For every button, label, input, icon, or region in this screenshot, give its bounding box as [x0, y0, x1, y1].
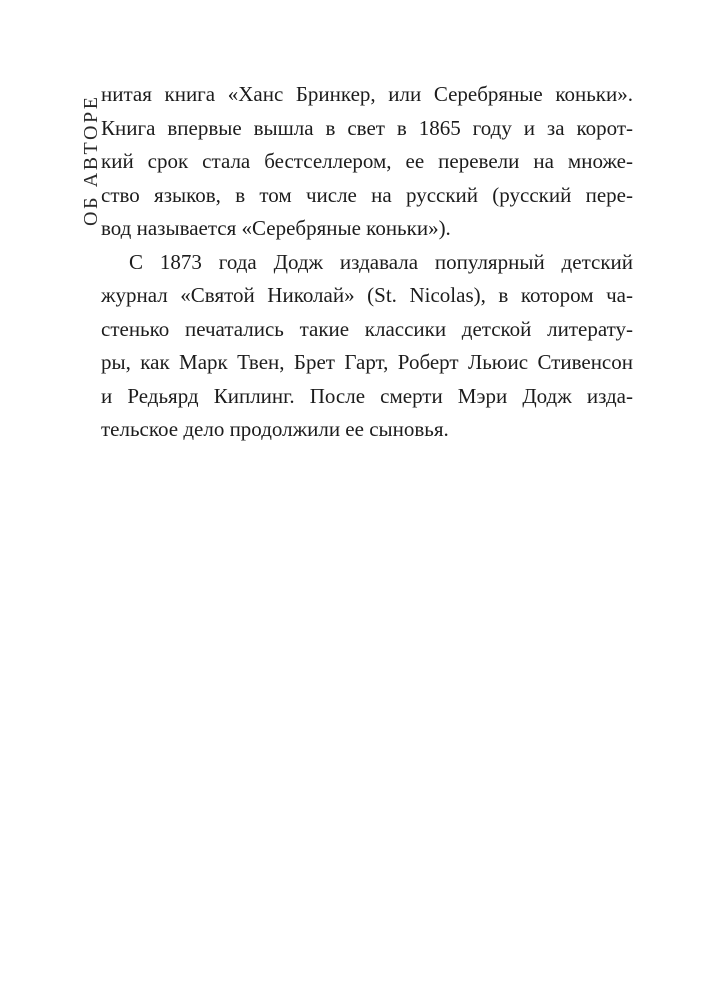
text-line: Книга впервые вышла в свет в 1865 году и за корот- — [101, 115, 633, 140]
text-line: стенько печатались такие классики детской литерату- — [101, 316, 633, 341]
paragraph-2 — [101, 246, 633, 447]
text-line: кий срок стала бестселлером, ее перевели на множе- — [101, 149, 633, 173]
text-line: нитая книга «Ханс Бринкер, или Серебряные коньки». — [101, 82, 633, 106]
text-line: ство языков, в том числе на русский (русский пере- — [101, 182, 633, 207]
text-line: журнал «Святой Николай» (St. Nicolas), в котором ча- — [101, 283, 633, 307]
running-section-header — [58, 86, 102, 226]
paragraph-1 — [101, 78, 633, 246]
text-line: и Редьярд Киплинг. После смерти Мэри Додж изда- — [101, 383, 633, 408]
text-line: вод называется «Серебряные коньки»). — [101, 216, 451, 240]
text-line: ры, как Марк Твен, Брет Гарт, Роберт Льюис Стивенсон — [101, 350, 633, 374]
text-line: тельское дело продолжили ее сыновья. — [101, 417, 449, 441]
section-title: ОБ АВТОРЕ — [80, 94, 102, 226]
text-line: С 1873 года Додж издавала популярный детский — [129, 249, 633, 274]
body-text — [101, 78, 633, 447]
